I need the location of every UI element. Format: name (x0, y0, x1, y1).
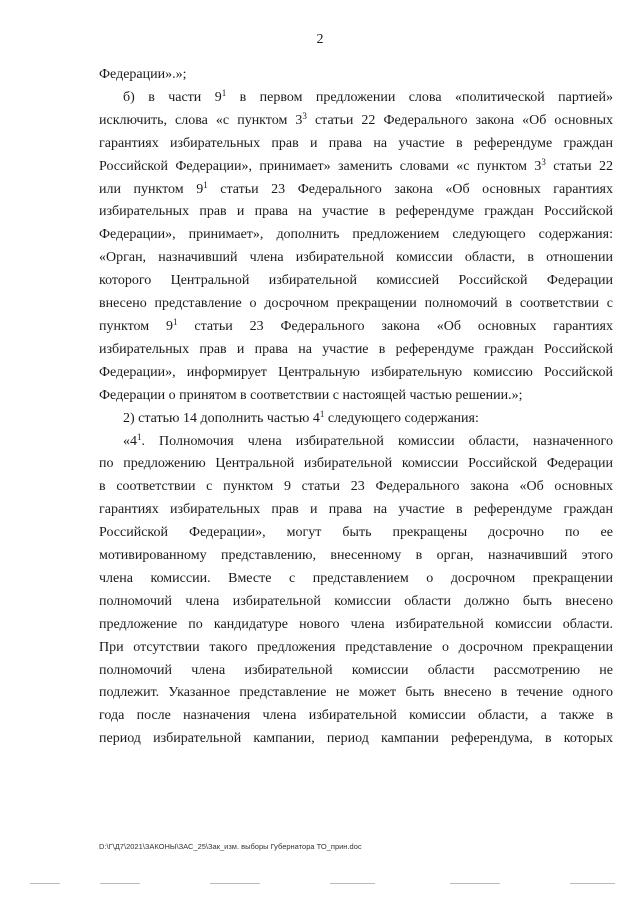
text-line: Федерации», принимает», дополнить предложением следующего содержания: (99, 227, 613, 243)
text-line: 2) статью 14 дополнить частью $4^1$ следующего содержания: (123, 408, 479, 426)
text-line: или пунктом $9^1$ статьи 23 Федерального закона «Об основных гарантиях (99, 179, 613, 197)
text-line: избирательных прав и права на участие в референдуме граждан Российской (99, 341, 613, 357)
text-line: в соответствии с пунктом 9 статьи 23 Федерального закона «Об основных (99, 479, 613, 495)
text-line: гарантиях избирательных прав и права на участие в референдуме граждан (99, 502, 613, 518)
text-line: мотивированному представлению, внесенному в орган, назначивший этого (99, 548, 613, 564)
text-line: внесено представление о досрочном прекращении полномочий в соответствии с (99, 296, 613, 312)
text-line: б) в части $9^1$ в первом предложении слова «политической партией» (123, 87, 613, 105)
text-line: члена комиссии. Вместе с представлением о досрочном прекращении (99, 570, 613, 586)
text-line: предложение по кандидатуре нового члена избирательной комиссии области. (99, 616, 613, 632)
text-line: Российской Федерации», могут быть прекращены досрочно по ее (99, 525, 613, 541)
text-line: Российской Федерации», принимает» заменить словами «с пунктом $3^3$ статьи 22 (99, 156, 613, 174)
text-line: «$4^1$. Полномочия члена избирательной комиссии области, назначенного (123, 431, 613, 449)
text-line: избирательных прав и права на участие в референдуме граждан Российской (99, 204, 613, 220)
text-line: пунктом $9^1$ статьи 23 Федерального закона «Об основных гарантиях (99, 316, 613, 334)
text-line: года после назначения члена избирательной комиссии области, а также в (99, 708, 613, 724)
text-line: гарантиях избирательных прав и права на участие в референдуме граждан (99, 135, 613, 151)
text-line: которого Центральной избирательной комиссией Российской Федерации (99, 273, 613, 289)
file-path-footer: D:\Г\Д7\2021\ЗАКОНЫ\ЗАС_25\Зак_изм. выборы Губернатора ТО_прин.doc (99, 842, 362, 851)
text-line: «Орган, назначивший члена избирательной комиссии области, в отношении (99, 250, 613, 266)
text-line: полномочий члена избирательной комиссии области рассмотрению не (99, 662, 613, 678)
text-line: Федерации о принятом в соответствии с настоящей частью решении.»; (99, 387, 523, 403)
text-line: полномочий члена избирательной комиссии области должно быть внесено (99, 593, 613, 609)
text-line: по предложению Центральной избирательной комиссии Российской Федерации (99, 456, 613, 472)
scan-artifacts (30, 883, 620, 887)
text-line: подлежит. Указанное представление не может быть внесено в течение одного (99, 685, 613, 701)
page-number: 2 (316, 32, 324, 47)
text-line: период избирательной кампании, период кампании референдума, в которых (99, 731, 613, 747)
document-body (99, 64, 613, 751)
text-line: исключить, слова «с пунктом $3^3$ статьи 22 Федерального закона «Об основных (99, 110, 613, 128)
text-line: Федерации», информирует Центральную избирательную комиссию Российской (99, 364, 613, 380)
text-line: Федерации».»; (99, 67, 187, 82)
text-line: При отсутствии такого предложения представление о досрочном прекращении (99, 639, 613, 655)
